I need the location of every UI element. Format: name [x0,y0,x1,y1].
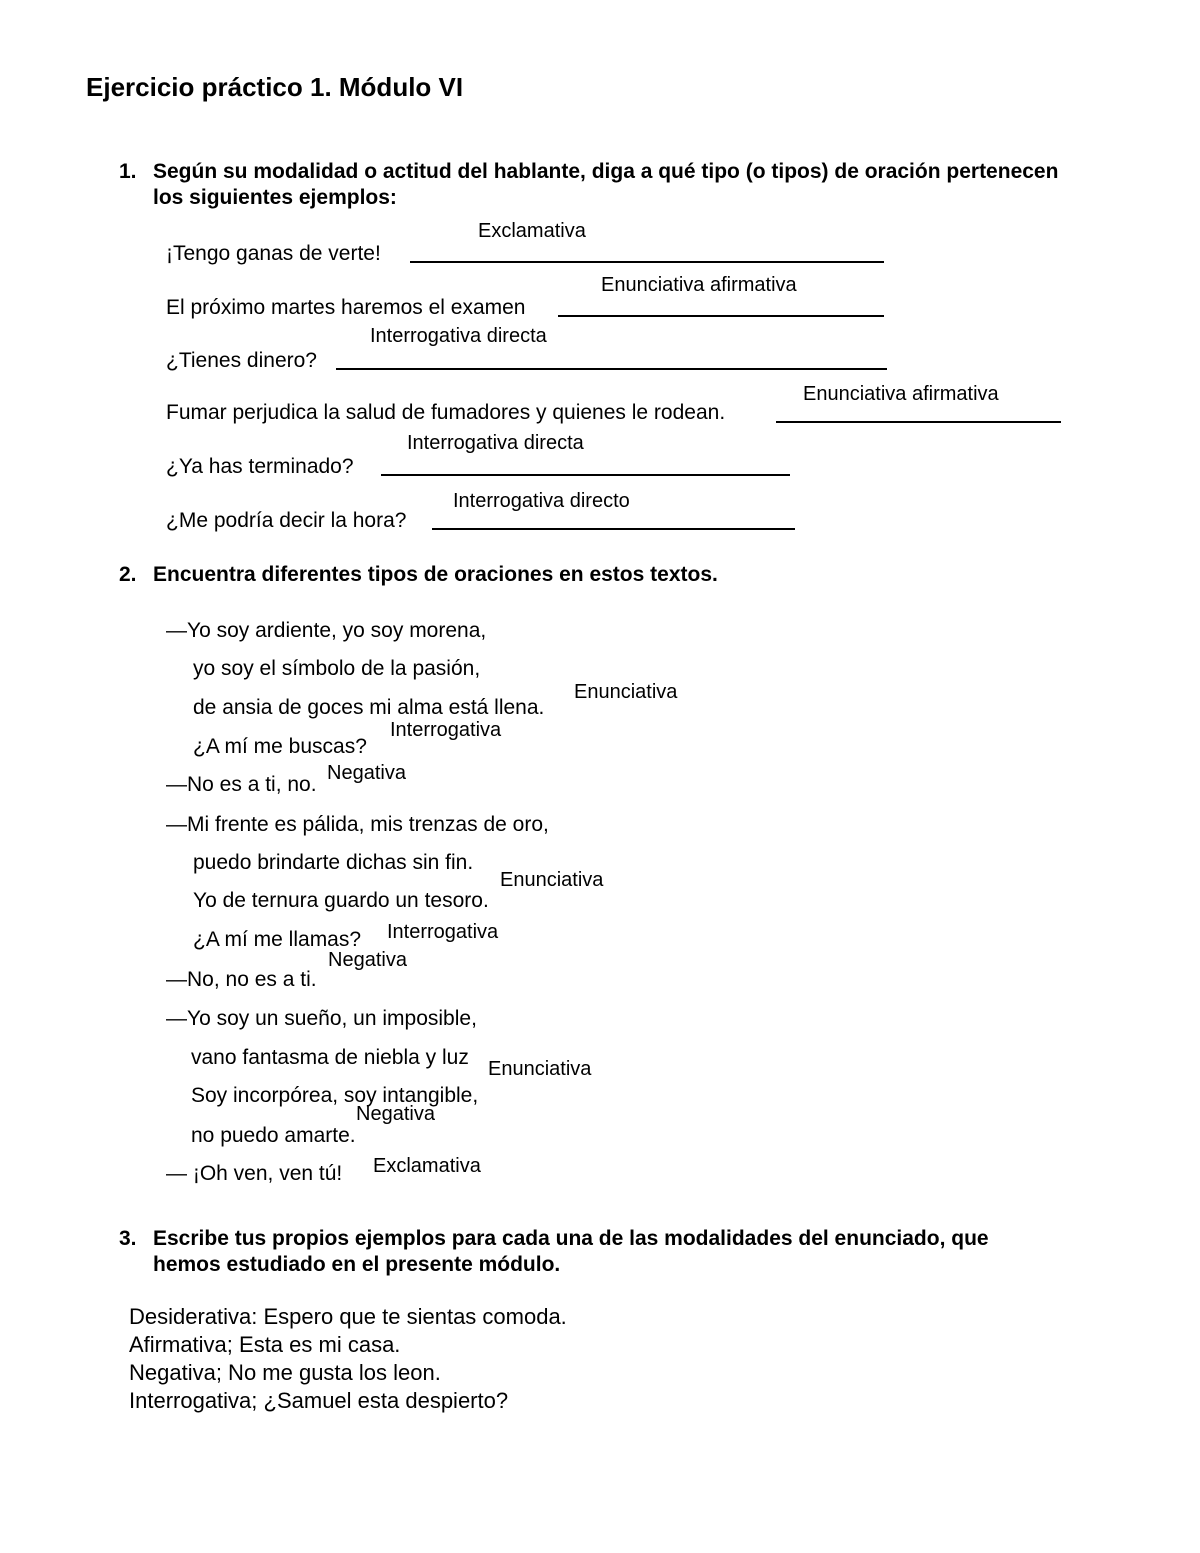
question-2-number: 2. [119,563,137,586]
q3-answer: Afirmativa; Esta es mi casa. [129,1332,401,1357]
q1-answer-4: Enunciativa afirmativa [803,383,999,405]
page-title: Ejercicio práctico 1. Módulo VI [86,72,464,102]
q1-answer-1: Exclamativa [478,220,586,242]
q3-answer: Negativa; No me gusta los leon. [129,1360,441,1385]
q1-sentence-2: El próximo martes haremos el examen [166,296,526,319]
q1-answer-line-4 [776,421,1061,423]
poem-line: yo soy el símbolo de la pasión, [193,657,481,680]
question-3-text-line1: Escribe tus propios ejemplos para cada una de las modalidades del enunciado, que [153,1227,989,1250]
poem-annotation: Exclamativa [373,1155,481,1177]
q1-answer-line-1 [410,261,884,263]
q1-answer-2: Enunciativa afirmativa [601,274,797,296]
poem-annotation: Enunciativa [488,1058,592,1080]
poem-line: —No, no es a ti. [166,968,317,991]
q1-answer-6: Interrogativa directo [453,490,630,512]
poem-line: Yo de ternura guardo un tesoro. [193,889,489,912]
q1-sentence-5: ¿Ya has terminado? [166,455,354,478]
poem-line: — ¡Oh ven, ven tú! [166,1162,343,1185]
poem-line: Soy incorpórea, soy intangible, [191,1084,479,1107]
q1-sentence-6: ¿Me podría decir la hora? [166,509,407,532]
poem-line: no puedo amarte. [191,1124,356,1147]
q1-sentence-3: ¿Tienes dinero? [166,349,317,372]
q1-answer-3: Interrogativa directa [370,325,547,347]
question-1-number: 1. [119,160,137,183]
poem-annotation: Enunciativa [500,869,604,891]
poem-annotation: Negativa [356,1103,435,1125]
poem-line: —Yo soy un sueño, un imposible, [166,1007,477,1030]
poem-line: de ansia de goces mi alma está llena. [193,696,545,719]
q1-sentence-4: Fumar perjudica la salud de fumadores y quienes le rodean. [166,401,726,424]
q1-sentence-1: ¡Tengo ganas de verte! [166,242,381,265]
poem-line: vano fantasma de niebla y luz [191,1046,469,1069]
q3-answer: Interrogativa; ¿Samuel esta despierto? [129,1388,509,1413]
question-3-number: 3. [119,1227,137,1250]
poem-line: ¿A mí me buscas? [193,735,367,758]
poem-line: ¿A mí me llamas? [193,928,362,951]
q1-answer-line-2 [558,315,884,317]
question-3-text-line2: hemos estudiado en el presente módulo. [153,1253,561,1276]
poem-annotation: Interrogativa [390,719,502,741]
poem-annotation: Enunciativa [574,681,678,703]
poem-line: —Mi frente es pálida, mis trenzas de oro, [166,813,549,836]
poem-annotation: Negativa [328,949,407,971]
question-2-text: Encuentra diferentes tipos de oraciones en estos textos. [153,563,718,586]
q1-answer-line-3 [336,368,887,370]
q1-answer-line-5 [381,474,790,476]
question-1-text-line2: los siguientes ejemplos: [153,186,397,209]
q1-answer-5: Interrogativa directa [407,432,584,454]
q1-answer-line-6 [432,528,795,530]
poem-line: —Yo soy ardiente, yo soy morena, [166,619,487,642]
poem-annotation: Interrogativa [387,921,499,943]
poem-line: puedo brindarte dichas sin fin. [193,851,474,874]
question-1-text-line1: Según su modalidad o actitud del hablante, diga a qué tipo (o tipos) de oración pertenecen [153,160,1059,183]
q3-answer: Desiderativa: Espero que te sientas comoda. [129,1304,567,1329]
poem-annotation: Negativa [327,762,406,784]
poem-line: —No es a ti, no. [166,773,317,796]
